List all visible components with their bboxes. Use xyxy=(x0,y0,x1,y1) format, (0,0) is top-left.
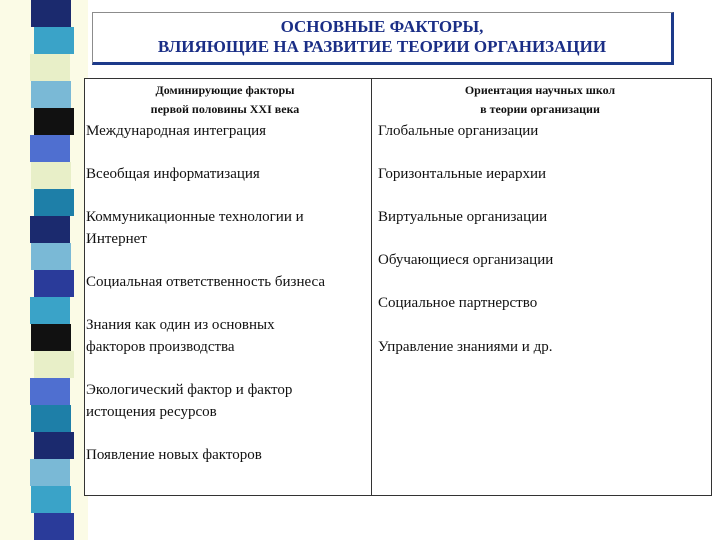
left-item-new-factors: Появление новых факторов xyxy=(86,447,262,463)
right-header-line-2: в теории организации xyxy=(480,102,600,116)
left-item-internet: Интернет xyxy=(86,231,147,247)
left-item-knowledge-line-1: Знания как один из основных xyxy=(86,317,275,333)
left-column-header xyxy=(125,81,325,119)
decorative-stripe-segment xyxy=(30,216,70,243)
decorative-stripe-segment xyxy=(30,297,70,324)
decorative-stripe-segment xyxy=(34,108,74,135)
left-item-communication-tech: Коммуникационные технологии и xyxy=(86,209,304,225)
decorative-stripe-segment xyxy=(34,189,74,216)
column-divider xyxy=(371,79,372,495)
right-item-global-organizations: Глобальные организации xyxy=(378,123,539,139)
right-item-virtual-organizations: Виртуальные организации xyxy=(378,209,548,225)
left-item-ecology-line-1: Экологический фактор и фактор xyxy=(86,382,293,398)
decorative-stripe-segment xyxy=(31,243,71,270)
slide-title-box xyxy=(92,12,674,65)
decorative-stripe-segment xyxy=(30,378,70,405)
right-column-header xyxy=(430,81,650,119)
decorative-stripe-segment xyxy=(34,351,74,378)
decorative-stripe-segment xyxy=(34,513,74,540)
decorative-stripe-segment xyxy=(34,27,74,54)
decorative-stripe-segment xyxy=(31,486,71,513)
left-item-knowledge-line-2: факторов производства xyxy=(86,339,235,355)
left-header-line-2: первой половины XXI века xyxy=(150,102,300,116)
decorative-stripe-segment xyxy=(34,432,74,459)
decorative-stripe-segment xyxy=(30,459,70,486)
left-item-ecology-line-2: истощения ресурсов xyxy=(86,404,217,420)
decorative-stripe-segment xyxy=(31,324,71,351)
decorative-stripe-segment xyxy=(34,270,74,297)
factors-table xyxy=(84,78,712,496)
decorative-left-strip xyxy=(0,0,88,540)
right-header-line-1: Ориентация научных школ xyxy=(464,83,616,97)
right-item-social-partnership: Социальное партнерство xyxy=(378,295,538,311)
slide-title-line-2: ВЛИЯЮЩИЕ НА РАЗВИТИЕ ТЕОРИИ ОРГАНИЗАЦИИ xyxy=(157,37,607,56)
left-item-social-responsibility: Социальная ответственность бизнеса xyxy=(86,274,325,290)
left-item-international-integration: Международная интеграция xyxy=(86,123,267,139)
decorative-stripe-segment xyxy=(31,162,71,189)
decorative-stripe-segment xyxy=(31,81,71,108)
decorative-stripe-segment xyxy=(30,54,70,81)
right-item-learning-organizations: Обучающиеся организации xyxy=(378,252,554,268)
decorative-stripe-segment xyxy=(30,135,70,162)
right-item-knowledge-management: Управление знаниями и др. xyxy=(378,339,553,355)
left-item-informatization: Всеобщая информатизация xyxy=(86,166,260,182)
decorative-stripe-segment xyxy=(31,0,71,27)
right-item-horizontal-hierarchies: Горизонтальные иерархии xyxy=(378,166,547,182)
left-header-line-1: Доминирующие факторы xyxy=(155,83,295,97)
slide-title-line-1: ОСНОВНЫЕ ФАКТОРЫ, xyxy=(280,17,484,36)
decorative-stripe-segment xyxy=(31,405,71,432)
